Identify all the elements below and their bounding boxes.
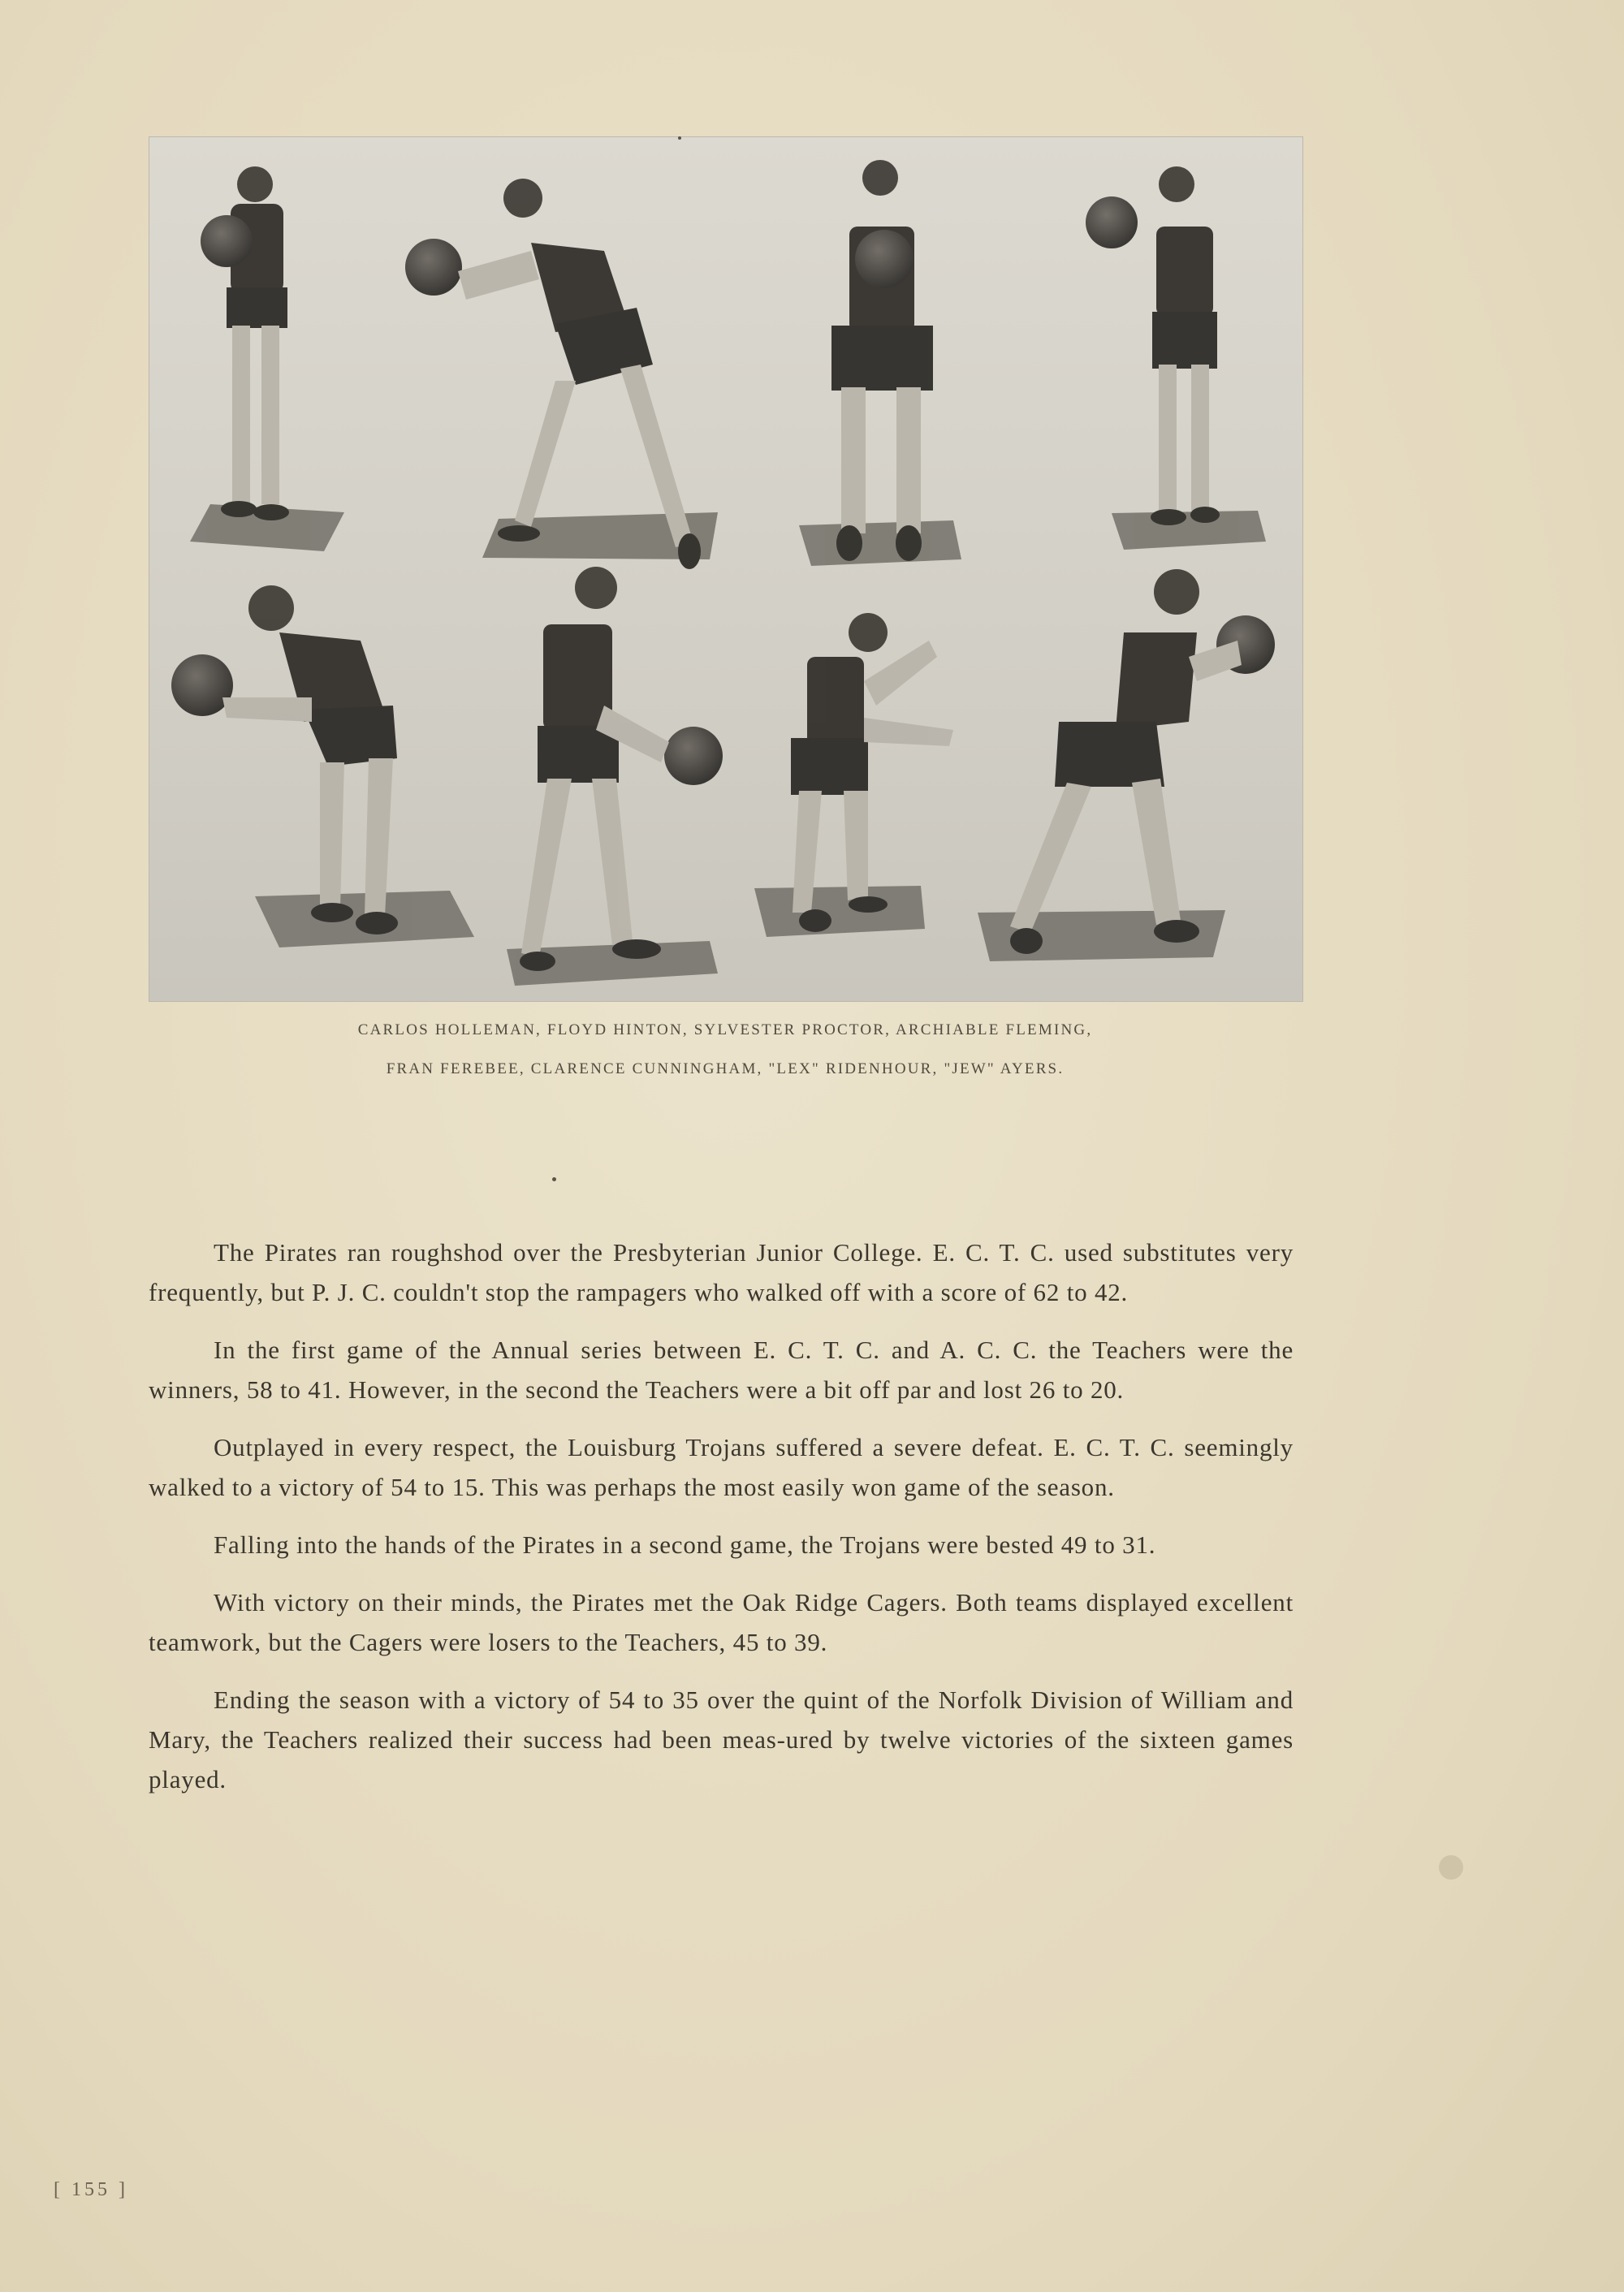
team-photograph: [149, 136, 1303, 1002]
player-1: [190, 166, 344, 551]
basketball-players-illustration: [149, 137, 1302, 1001]
player-6: [507, 567, 723, 986]
paragraph: In the first game of the Annual series between E. C. T. C. and A. C. C. the Teachers were the winners, 58 to 41. However, in the second the Teachers were a bit off par and lost 26 to 20.: [149, 1336, 1294, 1404]
paragraph: Outplayed in every respect, the Louisburg Trojans suffered a severe defeat. E. C. T. C. seemingly walked to a victory of 54 to 15. This was perhaps the most easily won game of the season.: [149, 1433, 1294, 1501]
paragraph: With victory on their minds, the Pirates met the Oak Ridge Cagers. Both teams displayed excellent teamwork, but the Cagers were losers to the Teachers, 45 to 39.: [149, 1588, 1294, 1656]
player-2: [405, 179, 718, 569]
paper-blemish: [552, 1177, 556, 1181]
player-5: [171, 585, 474, 947]
player-7: [754, 613, 953, 937]
article-body: [149, 1232, 1294, 1817]
page-number: [ 155 ]: [54, 2179, 128, 2200]
paper-blemish: [678, 136, 681, 140]
player-3: [799, 160, 961, 566]
paper-blemish: [1439, 1855, 1463, 1880]
photo-caption-line-2: FRAN FEREBEE, CLARENCE CUNNINGHAM, "LEX" RIDENHOUR, "JEW" AYERS.: [386, 1060, 1065, 1077]
paragraph: Falling into the hands of the Pirates in a second game, the Trojans were bested 49 to 31.: [214, 1530, 1156, 1559]
player-8: [978, 569, 1275, 961]
photo-caption-line-1: CARLOS HOLLEMAN, FLOYD HINTON, SYLVESTER PROCTOR, ARCHIABLE FLEMING,: [357, 1021, 1093, 1038]
player-4: [1086, 166, 1266, 550]
paragraph: Ending the season with a victory of 54 to 35 over the quint of the Norfolk Division of William and Mary, the Teachers realized their success had been meas-ured by twelve victories of the sixteen games played.: [149, 1686, 1294, 1793]
paragraph: The Pirates ran roughshod over the Presbyterian Junior College. E. C. T. C. used substitutes very frequently, but P. J. C. couldn't stop the rampagers who walked off with a score of 62 to 42.: [149, 1238, 1294, 1306]
